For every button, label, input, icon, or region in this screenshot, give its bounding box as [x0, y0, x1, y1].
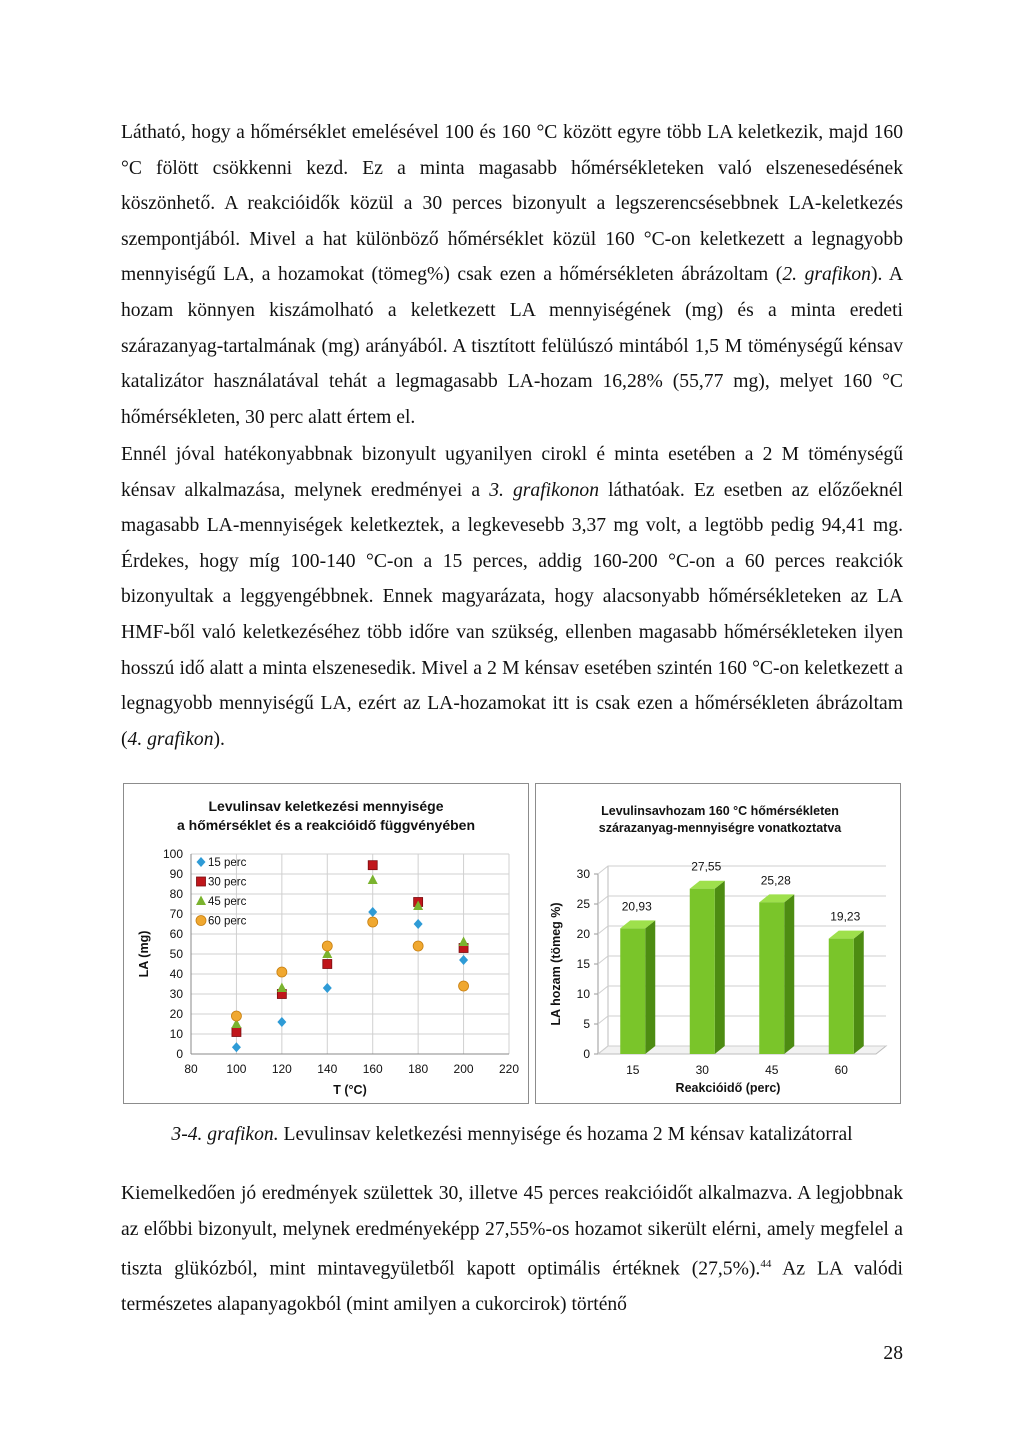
paragraph-2-text-b: láthatóak. Ez esetben az előzőeknél magasabb LA-mennyiségek keletkeztek, a legkevesebb 3,37 mg volt, a legtöbb pedig 94,41 mg. Érdekes, hogy míg 100-140 °C-on a 15 perces, addig 160-200 °C-on a 60 perces reakciók bizonyultak a leggyengébbnek. Ennek magyarázata, hogy alacsonyabb hőmérsékleteken az LA HMF-ből való keletkezéséhez több időre van szükség, ellenben magasabb hőmérsékleteken ilyen hosszú idő alatt a minta elszenesedik. Mivel a 2 M kénsav esetében szintén 160 °C-on keletkezett a legnagyobb mennyiségű LA, ezért az LA-hozamokat itt is csak ezen a hőmérsékleten ábrázoltam (: [121, 479, 903, 750]
bar-chart-svg: [536, 784, 900, 1103]
bar-45: [759, 902, 784, 1054]
y-gridline: [598, 866, 886, 874]
page-number: 28: [883, 1343, 903, 1364]
data-point-15-perc: [459, 955, 468, 965]
legend-label: 15 perc: [208, 857, 247, 869]
data-label: 27,55: [691, 859, 722, 874]
data-point-60-perc: [459, 981, 469, 991]
y-axis-label: LA (mg): [137, 930, 151, 978]
x-tick-label: 100: [226, 1062, 247, 1076]
data-point-30-perc: [323, 960, 332, 969]
paragraph-3-text-b: Az LA valódi természetes alapanyagokból (mint amilyen a cukorcirok) történő: [121, 1258, 903, 1316]
y-tick-label: 15: [576, 957, 590, 971]
x-tick-label: 45: [765, 1063, 779, 1077]
y-tick-label: 50: [169, 947, 183, 961]
data-point-45-perc: [368, 875, 378, 885]
y-tick-label: 10: [576, 987, 590, 1001]
bar-side: [645, 920, 655, 1054]
x-axis-label: T (°C): [333, 1083, 367, 1097]
data-point-15-perc: [277, 1017, 286, 1027]
data-label: 25,28: [760, 873, 791, 888]
y-tick-label: 20: [576, 927, 590, 941]
footnote-ref: 44: [760, 1258, 772, 1271]
paragraph-2-text-c: ).: [213, 728, 225, 750]
data-point-60-perc: [231, 1011, 241, 1021]
y-tick-label: 0: [583, 1047, 590, 1061]
paragraph-2: [121, 437, 903, 757]
scatter-chart-svg: [124, 784, 528, 1103]
x-tick-label: 15: [626, 1063, 640, 1077]
chart-title-line-1: Levulinsavhozam 160 °C hőmérsékleten: [601, 804, 839, 818]
bar-chart-la-yield: [535, 783, 901, 1104]
data-point-15-perc: [414, 919, 423, 929]
legend-marker: [196, 896, 206, 906]
x-tick-label: 30: [695, 1063, 709, 1077]
chart-title-line-1: Levulinsav keletkezési mennyisége: [208, 798, 444, 814]
x-tick-label: 140: [317, 1062, 338, 1076]
paragraph-2-ref-b: 4. grafikon: [127, 728, 214, 750]
y-tick-label: 25: [576, 897, 590, 911]
y-tick-label: 90: [169, 867, 183, 881]
y-tick-label: 20: [169, 1007, 183, 1021]
data-point-60-perc: [413, 941, 423, 951]
caption-text: Levulinsav keletkezési mennyisége és hozama 2 M kénsav katalizátorral: [278, 1124, 853, 1145]
figure-caption: [0, 1124, 1024, 1146]
paragraph-1: [121, 115, 903, 435]
x-tick-label: 220: [498, 1062, 520, 1076]
data-point-60-perc: [277, 967, 287, 977]
paragraph-3: [121, 1176, 903, 1323]
paragraph-1-ref: 2. grafikon: [782, 264, 871, 286]
x-tick-label: 200: [453, 1062, 474, 1076]
bar-60: [829, 939, 854, 1054]
y-axis-label: LA hozam (tömeg %): [549, 902, 563, 1026]
legend-label: 45 perc: [208, 896, 247, 908]
x-tick-label: 60: [834, 1063, 848, 1077]
y-tick-label: 5: [583, 1017, 590, 1031]
paragraph-2-ref-a: 3. grafikonon: [489, 479, 599, 501]
data-point-45-perc: [459, 937, 469, 947]
data-point-30-perc: [368, 861, 377, 870]
y-tick-label: 80: [169, 887, 183, 901]
scatter-chart-la-amount: [123, 783, 529, 1104]
y-tick-label: 40: [169, 967, 183, 981]
bar-side: [854, 931, 864, 1054]
legend-marker: [196, 916, 206, 926]
x-tick-label: 160: [362, 1062, 383, 1076]
data-label: 20,93: [621, 899, 652, 914]
paragraph-3-text-a: Kiemelkedően jó eredmények születtek 30, illetve 45 perces reakcióidőt alkalmazva. A legjobbnak az előbbi bizonyult, melynek eredményeképp 27,55%-os hozamot sikerült elérni, amely megfelel a tiszta glükózból, mint mintavegyületből kapott optimális értéknek (27,5%).: [121, 1183, 903, 1280]
data-point-60-perc: [368, 917, 378, 927]
data-point-15-perc: [368, 907, 377, 917]
data-point-15-perc: [323, 983, 332, 993]
data-label: 19,23: [830, 909, 861, 924]
data-point-45-perc: [277, 983, 287, 993]
paragraph-1-text-b: ). A hozam könnyen kiszámolható a keletkezett LA mennyiségének (mg) és a minta eredeti szárazanyag-tartalmának (mg) arányából. A tisztított felülúszó mintából 1,5 M töménységű kénsav katalizátor használatával tehát a legmagasabb LA-hozam 16,28% (55,77 mg), melyet 160 °C hőmérsékleten, 30 perc alatt értem el.: [121, 264, 904, 428]
bar-15: [620, 928, 645, 1054]
x-axis-label: Reakcióidő (perc): [675, 1081, 781, 1095]
legend-label: 60 perc: [208, 915, 247, 928]
chart-title-line-2: a hőmérséklet és a reakcióidő függvényében: [176, 817, 476, 833]
legend-label: 30 perc: [208, 876, 247, 889]
y-tick-label: 30: [576, 867, 590, 881]
chart-title-line-2: szárazanyag-mennyiségre vonatkoztatva: [598, 821, 842, 835]
paragraph-1-text-a: Látható, hogy a hőmérséklet emelésével 100 és 160 °C között egyre több LA keletkezik, majd 160 °C fölött csökkenni kezd. Ez a minta magasabb hőmérsékleteken való elszenesedésének köszönhető. A reakcióidők közül a 30 perces bizonyult a legszerencsésebbnek LA-keletkezés szempontjából. Mivel a hat különböző hőmérséklet közül 160 °C-on keletkezett a legnagyobb mennyiségű LA, a hozamokat (tömeg%) csak ezen a hőmérsékleten ábrázoltam (: [121, 122, 903, 286]
bar-30: [690, 889, 715, 1054]
data-point-30-perc: [232, 1028, 241, 1037]
y-tick-label: 30: [169, 987, 183, 1001]
x-tick-label: 80: [184, 1062, 198, 1076]
data-point-15-perc: [232, 1042, 241, 1052]
y-tick-label: 100: [162, 847, 183, 861]
y-tick-label: 60: [169, 927, 183, 941]
y-tick-label: 70: [169, 907, 183, 921]
legend-marker: [197, 857, 206, 867]
y-tick-label: 0: [176, 1047, 183, 1061]
y-tick-label: 10: [169, 1027, 183, 1041]
paragraph-2-text-a: Ennél jóval hatékonyabbnak bizonyult ugyanilyen cirokl é minta esetében a 2 M töménységű kénsav alkalmazása, melynek eredményei a: [121, 444, 903, 501]
x-tick-label: 120: [271, 1062, 292, 1076]
data-point-60-perc: [322, 941, 332, 951]
bar-side: [784, 894, 794, 1054]
legend-marker: [197, 877, 206, 886]
x-tick-label: 180: [408, 1062, 429, 1076]
bar-side: [715, 881, 725, 1054]
caption-label: 3-4. grafikon.: [171, 1124, 279, 1145]
